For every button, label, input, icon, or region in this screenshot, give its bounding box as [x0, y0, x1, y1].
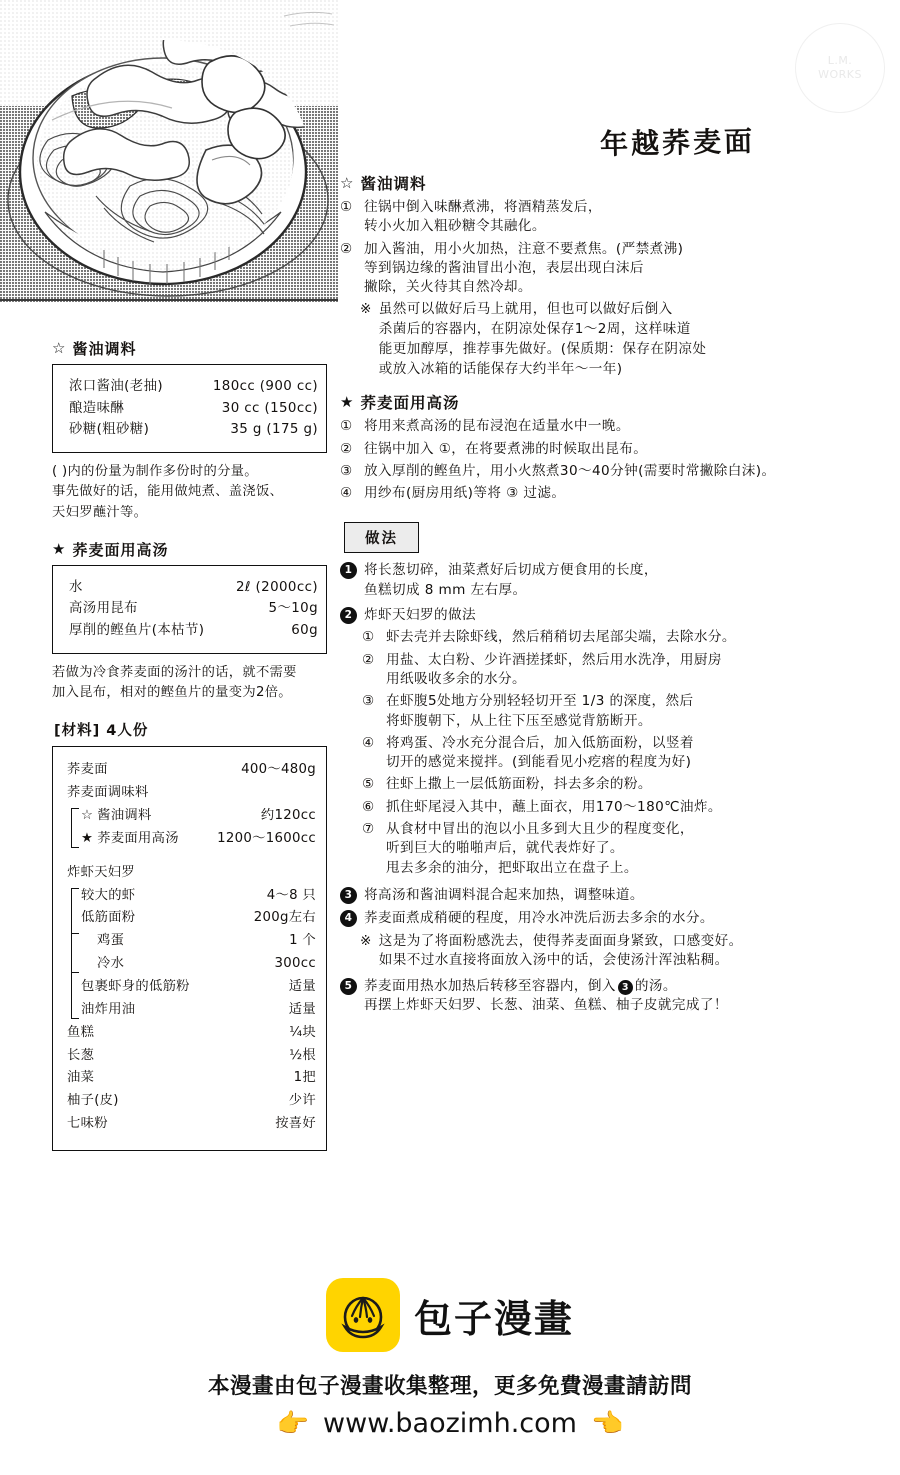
table-row [69, 419, 318, 441]
table-row [69, 577, 318, 599]
material-row [67, 782, 316, 805]
caption-line: 事先做好的话，能用做炖煮、盖浇饭、 [52, 484, 284, 500]
table-row [69, 598, 318, 620]
substep-line: 将虾腹朝下，从上往下压至感觉背筋断开。 [386, 712, 652, 729]
step-line: 用纱布(厨房用纸)等将 ③ 过滤。 [364, 485, 566, 502]
substep-number: ② [362, 651, 375, 668]
soy-seasoning-note [360, 300, 892, 379]
material-name: 鸡蛋 [97, 933, 125, 949]
batter-bracket-group [67, 930, 316, 976]
step-body [364, 977, 892, 1016]
watermark-line-2: WORKS [818, 68, 862, 81]
material-row [67, 976, 316, 999]
materials-table [52, 746, 327, 1151]
seasoning-bracket-group [67, 805, 316, 851]
material-name: 荞麦面调味料 [67, 785, 149, 801]
material-label: 荞麦面用高汤 [97, 830, 179, 846]
material-name [81, 805, 261, 828]
soy-seasoning-section [340, 172, 892, 379]
note-line: 这是为了将面粉感洗去，使得荞麦面面身紧致，口感变好。 [378, 932, 743, 949]
dashi-step [340, 417, 892, 436]
step-body [364, 462, 892, 481]
soy-seasoning-heading [340, 172, 892, 194]
substep-body [386, 820, 892, 878]
ingredient-name: 高汤用昆布 [69, 601, 138, 617]
soy-table-heading-text: 酱油调料 [72, 340, 137, 358]
material-name: 荞麦面 [67, 762, 108, 778]
step-body [364, 198, 892, 237]
step-line: 往锅中加入 ①，在将要煮沸的时候取出昆布。 [364, 440, 648, 457]
open-star-icon: ☆ [52, 339, 67, 357]
substep-number: ① [362, 629, 375, 646]
note-mark: ※ [360, 301, 372, 318]
substep-line: 听到巨大的啪啪声后，就代表炸好了。 [386, 840, 624, 857]
substep-line: 虾去壳并去除虾线，然后稍稍切去尾部尖端，去除水分。 [386, 629, 736, 646]
material-amount: 1把 [293, 1070, 316, 1086]
step-number: ② [340, 440, 353, 457]
method-step-3 [340, 886, 892, 905]
substep [362, 628, 892, 647]
note-body [379, 300, 707, 379]
ingredients-column [52, 338, 327, 1151]
substep-line: 用盐、太白粉、少许酒搓揉虾，然后用水洗净，用厨房 [386, 651, 722, 668]
substep-line: 从食材中冒出的泡以小且多到大且少的程度变化， [386, 821, 694, 838]
instructions-column [340, 172, 892, 1019]
soy-table-heading [52, 338, 327, 359]
material-amount: 200g左右 [253, 910, 316, 926]
substep-body [386, 734, 892, 773]
step-line: 鱼糕切成 8 mm 左右厚。 [364, 581, 527, 598]
pointing-left-hand-icon: 👈 [590, 1408, 624, 1439]
materials-title: [材料] 4人份 [54, 723, 149, 740]
substep [362, 775, 892, 794]
step-line: 等到锅边缘的酱油冒出小泡，表层出现白沫后 [364, 259, 644, 276]
step-body [364, 909, 892, 928]
ingredient-amount: 30 cc (150cc) [221, 400, 318, 416]
final-step-text-b: 的汤。 [634, 977, 677, 994]
watermark-line-1: L.M. [827, 54, 853, 68]
dashi-step [340, 484, 892, 503]
material-name: 油炸用油 [81, 1001, 136, 1017]
filled-star-icon: ★ [81, 830, 94, 846]
final-step-line-2: 再摆上炸虾天妇罗、长葱、油菜、鱼糕、柚子皮就完成了！ [364, 997, 728, 1014]
material-name: 油菜 [67, 1070, 95, 1086]
ingredient-amount: 180cc (900 cc) [212, 379, 318, 394]
note-body [379, 932, 743, 971]
ingredient-name: 浓口酱油(老抽) [69, 379, 163, 394]
material-row [67, 1022, 316, 1045]
material-amount: 300cc [274, 956, 316, 972]
note-line: 杀菌后的容器内，在阴凉处保存1～2周，这样味道 [378, 321, 691, 338]
table-row [69, 398, 318, 420]
substep-number: ③ [362, 693, 375, 710]
substep-number: ④ [362, 734, 375, 751]
material-amount: 适量 [288, 978, 316, 994]
material-amount: 少许 [288, 1093, 316, 1109]
step-body [364, 417, 892, 436]
step-line: 炸虾天妇罗的做法 [364, 607, 476, 624]
ingredient-amount: 5～10g [268, 601, 318, 617]
step-line: 将高汤和酱油调料混合起来加热，调整味道。 [364, 886, 644, 903]
substep-line: 甩去多余的油分，把虾取出立在盘子上。 [386, 859, 638, 876]
material-amount: ¼块 [289, 1024, 316, 1040]
soba-dashi-heading-text: 荞麦面用高汤 [360, 394, 460, 413]
ingredient-amount: 60g [291, 623, 318, 639]
footer-tagline: 本漫畫由包子漫畫收集整理，更多免費漫畫請訪問 [207, 1374, 692, 1399]
note-line: 或放入冰箱的话能保存大约半年～一年) [378, 360, 623, 377]
material-row [67, 1113, 316, 1136]
substep [362, 734, 892, 773]
row-spacer [67, 851, 316, 862]
substep [362, 692, 892, 731]
baozi-logo-icon [326, 1278, 400, 1352]
soy-step [340, 198, 892, 237]
material-name: 七味粉 [67, 1116, 108, 1132]
material-label: 酱油调料 [97, 807, 152, 823]
material-amount: 1 个 [289, 933, 316, 949]
substep-body [386, 798, 892, 817]
step-body [364, 440, 892, 459]
material-name: 包裹虾身的低筋粉 [81, 978, 190, 994]
substep-line: 用纸吸收多余的水分。 [386, 670, 526, 687]
step-line: 撇除，关火待其自然冷却。 [364, 279, 532, 296]
step-line: 将用来煮高汤的昆布浸泡在适量水中一晚。 [364, 418, 630, 435]
material-row [67, 1090, 316, 1113]
lm-works-watermark [795, 23, 885, 113]
material-name [81, 828, 217, 851]
step-line: 荞麦面煮成稍硬的程度，用冷水冲洗后沥去多余的水分。 [364, 910, 714, 927]
material-name: 长葱 [67, 1047, 95, 1063]
step-number-badge: 2 [340, 606, 357, 625]
step-body [364, 561, 892, 600]
step-line: 放入厚削的鲣鱼片，用小火熬煮30～40分钟(需要时常撇除白沫)。 [364, 462, 776, 479]
substep-line: 在虾腹5处地方分别轻轻切开至 1/3 的深度，然后 [386, 693, 694, 710]
method-step-2 [340, 606, 892, 625]
open-star-icon: ☆ [340, 173, 355, 192]
material-row [67, 805, 316, 828]
substep-body [386, 651, 892, 690]
material-name: 鱼糕 [67, 1024, 95, 1040]
material-row [67, 1045, 316, 1068]
step-body [364, 606, 892, 625]
dashi-table-heading-text: 荞麦面用高汤 [72, 540, 169, 559]
soy-step [340, 240, 892, 298]
substep-line: 往虾上撒上一层低筋面粉，抖去多余的粉。 [386, 776, 652, 793]
substep-number: ⑥ [362, 798, 375, 815]
filled-star-icon: ★ [52, 539, 67, 558]
step-number-badge: 3 [340, 886, 357, 905]
open-star-icon: ☆ [81, 807, 94, 823]
material-row [67, 999, 316, 1022]
substep-body [386, 775, 892, 794]
ingredient-amount: 2ℓ (2000cc) [236, 579, 318, 595]
material-name: 低筋面粉 [81, 910, 136, 926]
dashi-table-caption [52, 663, 327, 703]
material-amount: 400～480g [241, 762, 316, 778]
table-row [69, 620, 318, 642]
dashi-table-heading [52, 539, 327, 560]
table-row [69, 376, 318, 398]
step-number: ④ [340, 485, 353, 502]
ingredient-amount: 35 g (175 g) [230, 422, 318, 438]
note-line: 能更加醇厚，推荐事先做好。(保质期：保存在阴凉处 [378, 340, 707, 357]
step-line: 转小火加入粗砂糖令其融化。 [364, 218, 546, 235]
step-line: 往锅中倒入味醂煮沸，将酒精蒸发后， [364, 199, 602, 215]
material-name: 冷水 [97, 956, 125, 972]
soba-dashi-heading [340, 391, 892, 413]
material-row [67, 759, 316, 782]
dashi-ingredients-table [52, 565, 327, 654]
note-line: 如果不过水直接将面放入汤中的话，会使汤汁浑浊粘稠。 [378, 952, 729, 969]
material-amount: 1200～1600cc [217, 830, 316, 846]
substep [362, 798, 892, 817]
step-reference-badge: 3 [618, 980, 633, 995]
substep-body [386, 628, 892, 647]
substep [362, 651, 892, 690]
material-amount: ½根 [289, 1047, 316, 1063]
ingredient-name: 酿造味醂 [69, 400, 125, 416]
substep [362, 820, 892, 878]
step-number: ② [340, 240, 353, 257]
step-number: ③ [340, 462, 353, 479]
ingredient-name: 水 [69, 579, 83, 595]
substep-line: 切开的感觉来搅拌。(到能看见小疙瘩的程度为好) [386, 754, 692, 771]
footer-url[interactable]: www.baozimh.com [323, 1408, 577, 1439]
method-step-1 [340, 561, 892, 600]
ingredient-name: 厚削的鲣鱼片(本枯节) [69, 623, 205, 639]
dashi-step [340, 462, 892, 481]
soba-dashi-section [340, 391, 892, 503]
substep-line: 抓住虾尾浸入其中，蘸上面衣，用170～180℃油炸。 [386, 798, 722, 815]
method-tail-note [360, 932, 892, 971]
final-step-text-a: 荞麦面用热水加热后转移至容器内，倒入 [364, 977, 616, 994]
step-line: 将长葱切碎，油菜煮好后切成方便食用的长度， [364, 562, 658, 579]
brand-name: 包子漫畫 [413, 1296, 574, 1341]
page-title: 年越荞麦面 [599, 124, 756, 161]
pointing-right-hand-icon: 👉 [276, 1408, 310, 1439]
substep-line: 将鸡蛋、冷水充分混合后，加入低筋面粉，以竖着 [386, 734, 694, 751]
note-mark: ※ [360, 932, 372, 949]
material-row [67, 1067, 316, 1090]
step-number-badge: 5 [340, 977, 357, 1016]
soy-seasoning-heading-text: 酱油调料 [360, 175, 427, 193]
caption-line: 若做为冷食荞麦面的汤汁的话，就不需要 [52, 664, 297, 680]
substep-number: ⑤ [362, 776, 375, 793]
step-number: ① [340, 199, 353, 215]
soba-illustration [0, 0, 338, 330]
material-row [67, 862, 316, 885]
final-step-line-1 [364, 977, 892, 996]
material-amount: 4～8 只 [266, 887, 316, 903]
brand-row [0, 1278, 900, 1352]
material-name: 较大的虾 [81, 887, 136, 903]
tempura-substeps [362, 628, 892, 878]
note-line: 虽然可以做好后马上就用，但也可以做好后倒入 [378, 301, 673, 318]
material-row [67, 907, 316, 930]
soy-table-caption [52, 462, 327, 523]
material-row [67, 930, 316, 953]
dashi-step [340, 440, 892, 459]
material-name: 炸虾天妇罗 [67, 864, 135, 880]
substep-body [386, 692, 892, 731]
material-amount: 适量 [288, 1001, 316, 1017]
material-amount: 按喜好 [275, 1116, 316, 1132]
material-name: 柚子(皮) [67, 1093, 119, 1109]
step-body [364, 886, 892, 905]
step-body [364, 484, 892, 503]
method-label: 做法 [344, 522, 419, 553]
step-line: 加入酱油，用小火加热，注意不要煮焦。(严禁煮沸) [364, 240, 684, 257]
step-number-badge: 1 [340, 561, 357, 600]
method-step-4 [340, 909, 892, 928]
material-row [67, 885, 316, 908]
soy-ingredients-table [52, 364, 327, 453]
caption-line: 天妇罗蘸汁等。 [52, 504, 148, 520]
method-step-5 [340, 977, 892, 1016]
material-row [67, 953, 316, 976]
ingredient-name: 砂糖(粗砂糖) [69, 422, 150, 438]
site-footer [0, 1278, 900, 1439]
step-body [364, 240, 892, 298]
material-row [67, 828, 316, 851]
tempura-bracket-group [67, 885, 316, 1022]
material-amount: 约120cc [260, 807, 316, 823]
step-number: ① [340, 418, 353, 435]
step-number-badge: 4 [340, 909, 357, 928]
caption-line: 加入昆布，相对的鲣鱼片的量变为2倍。 [52, 685, 292, 701]
filled-star-icon: ★ [340, 392, 355, 411]
substep-number: ⑦ [362, 821, 375, 838]
caption-line: ( )内的份量为制作多份时的分量。 [52, 464, 258, 480]
footer-url-row [0, 1408, 900, 1439]
